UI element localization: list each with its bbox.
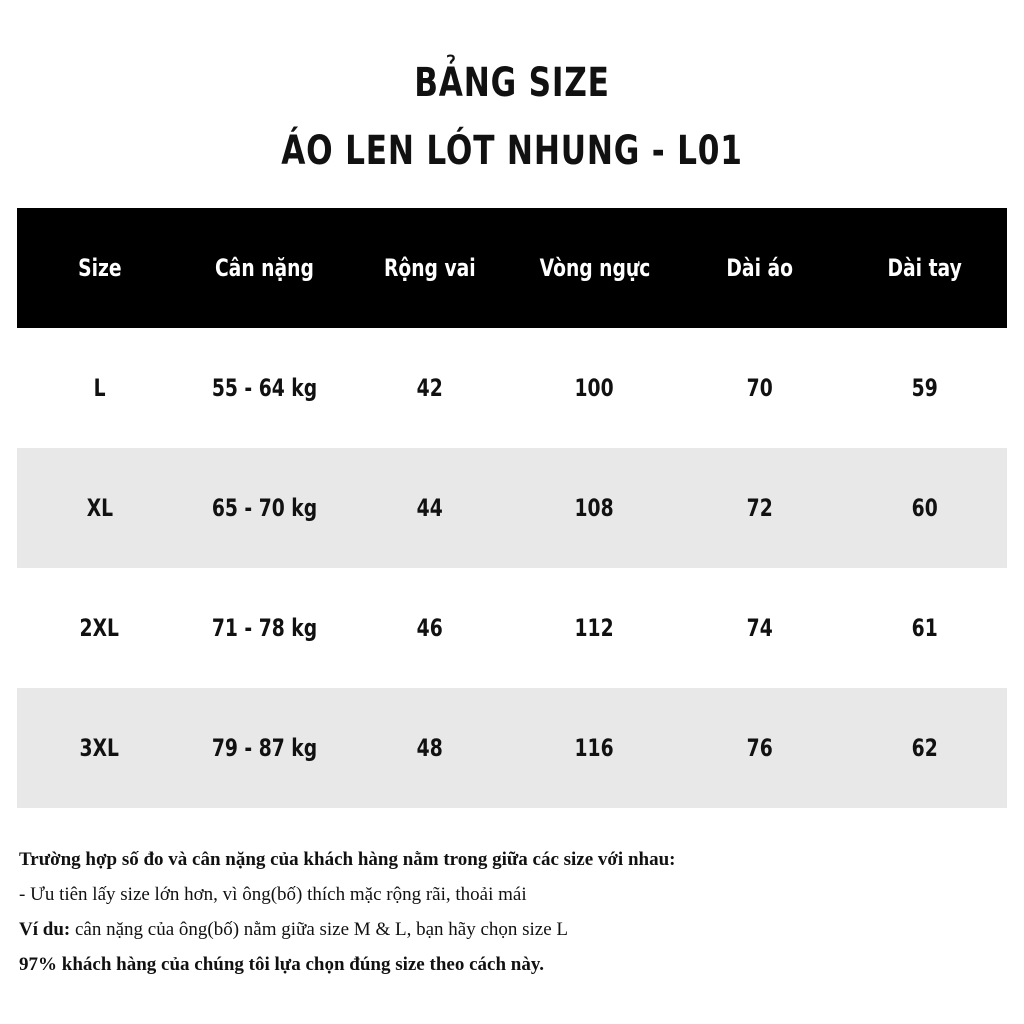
- product-title: ÁO LEN LÓT NHUNG - L01: [281, 128, 743, 174]
- cell-chest: 112: [574, 614, 615, 642]
- table-row: [17, 688, 1007, 808]
- cell-chest: 116: [574, 734, 615, 762]
- note-priority: - Ưu tiên lấy size lớn hơn, vì ông(bố) thích mặc rộng rãi, thoải mái: [19, 884, 527, 905]
- cell-weight: 79 - 87 kg: [211, 734, 318, 762]
- cell-sleeve: 59: [911, 374, 938, 402]
- cell-shoulder: 46: [416, 614, 443, 642]
- table-row: [17, 328, 1007, 448]
- note-example-text: cân nặng của ông(bố) nằm giữa size M & L, bạn hãy chọn size L: [70, 919, 569, 940]
- cell-size: L: [93, 374, 106, 402]
- note-example: [19, 912, 1009, 947]
- header-sleeve: Dài tay: [887, 254, 962, 282]
- cell-shoulder: 42: [416, 374, 443, 402]
- size-notes: [19, 842, 1009, 982]
- cell-shoulder: 48: [416, 734, 443, 762]
- header-weight: Cân nặng: [215, 254, 314, 282]
- table-row: [17, 448, 1007, 568]
- cell-length: 74: [746, 614, 773, 642]
- header-length: Dài áo: [726, 254, 793, 282]
- cell-size: 3XL: [79, 734, 120, 762]
- page-title: BẢNG SIZE: [414, 60, 610, 106]
- note-intro: Trường hợp số đo và cân nặng của khách hàng nằm trong giữa các size với nhau:: [19, 849, 676, 870]
- cell-sleeve: 60: [911, 494, 938, 522]
- cell-chest: 100: [574, 374, 615, 402]
- note-stat: 97% khách hàng của chúng tôi lựa chọn đúng size theo cách này.: [19, 954, 545, 975]
- header-size: Size: [77, 254, 122, 282]
- cell-sleeve: 61: [911, 614, 938, 642]
- cell-sleeve: 62: [911, 734, 938, 762]
- cell-shoulder: 44: [416, 494, 443, 522]
- table-header-row: [17, 208, 1007, 328]
- cell-weight: 65 - 70 kg: [211, 494, 318, 522]
- note-example-label: Ví du:: [19, 919, 71, 940]
- cell-weight: 71 - 78 kg: [211, 614, 318, 642]
- cell-length: 76: [746, 734, 773, 762]
- cell-weight: 55 - 64 kg: [211, 374, 318, 402]
- header-shoulder: Rộng vai: [383, 254, 476, 282]
- size-table: [17, 208, 1007, 808]
- header-chest: Vòng ngực: [539, 254, 650, 282]
- cell-length: 70: [746, 374, 773, 402]
- cell-chest: 108: [574, 494, 615, 522]
- cell-size: 2XL: [79, 614, 120, 642]
- table-row: [17, 568, 1007, 688]
- cell-length: 72: [746, 494, 773, 522]
- cell-size: XL: [86, 494, 113, 522]
